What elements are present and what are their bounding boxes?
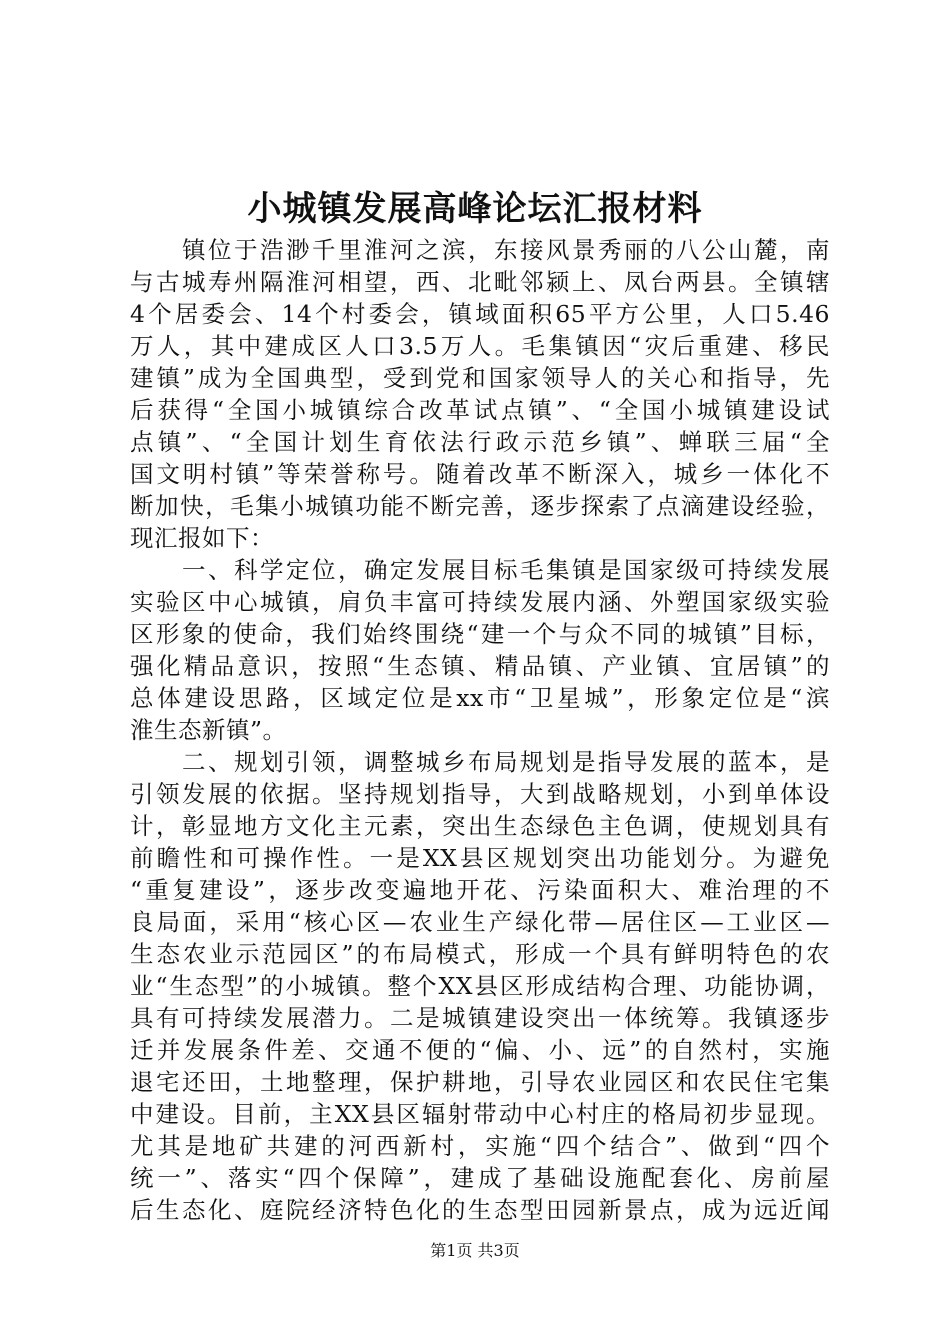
document-body xyxy=(130,234,830,1226)
body-line: 后获得“全国小城镇综合改革试点镇”、“全国小城镇建设试 xyxy=(130,396,830,424)
body-line: 中建设。目前，主XX县区辐射带动中心村庄的格局初步显现。 xyxy=(130,1100,830,1128)
body-line: 建镇”成为全国典型，受到党和国家领导人的关心和指导，先 xyxy=(130,364,830,392)
body-line: 一、科学定位，确定发展目标毛集镇是国家级可持续发展 xyxy=(130,556,830,584)
body-line: 良局面，采用“核心区—农业生产绿化带—居住区—工业区— xyxy=(130,908,830,936)
body-line: “重复建设”，逐步改变遍地开花、污染面积大、难治理的不 xyxy=(130,876,830,904)
body-line: 万人，其中建成区人口3.5万人。毛集镇因“灾后重建、移民 xyxy=(130,332,830,360)
body-line: 点镇”、“全国计划生育依法行政示范乡镇”、蝉联三届“全 xyxy=(130,428,830,456)
body-line: 业“生态型”的小城镇。整个XX县区形成结构合理、功能协调， xyxy=(130,972,830,1000)
body-line: 引领发展的依据。坚持规划指导，大到战略规划，小到单体设 xyxy=(130,780,830,808)
body-line: 具有可持续发展潜力。二是城镇建设突出一体统筹。我镇逐步 xyxy=(130,1004,830,1032)
body-line: 强化精品意识，按照“生态镇、精品镇、产业镇、宜居镇”的 xyxy=(130,652,830,680)
body-line: 计，彰显地方文化主元素，突出生态绿色主色调，使规划具有 xyxy=(130,812,830,840)
body-line: 与古城寿州隔淮河相望，西、北毗邻颍上、凤台两县。全镇辖 xyxy=(130,268,830,296)
body-line: 断加快，毛集小城镇功能不断完善，逐步探索了点滴建设经验， xyxy=(130,492,830,520)
body-line: 4个居委会、14个村委会，镇域面积65平方公里，人口5.46 xyxy=(130,300,830,328)
body-line: 前瞻性和可操作性。一是XX县区规划突出功能划分。为避免 xyxy=(130,844,830,872)
page-footer: 第1页 共3页 xyxy=(430,1241,520,1260)
body-line: 尤其是地矿共建的河西新村，实施“四个结合”、做到“四个 xyxy=(130,1132,830,1160)
body-line: 退宅还田，土地整理，保护耕地，引导农业园区和农民住宅集 xyxy=(130,1068,830,1096)
body-line: 迁并发展条件差、交通不便的“偏、小、远”的自然村，实施 xyxy=(130,1036,830,1064)
body-line: 统一”、落实“四个保障”，建成了基础设施配套化、房前屋 xyxy=(130,1164,830,1192)
body-line: 二、规划引领，调整城乡布局规划是指导发展的蓝本，是 xyxy=(130,748,830,776)
body-line: 后生态化、庭院经济特色化的生态型田园新景点，成为远近闻 xyxy=(130,1196,830,1224)
document-title: 小城镇发展高峰论坛汇报材料 xyxy=(247,189,703,229)
body-line: 区形象的使命，我们始终围绕“建一个与众不同的城镇”目标， xyxy=(130,620,830,648)
body-line: 现汇报如下： xyxy=(130,524,274,552)
body-line: 总体建设思路，区域定位是xx市“卫星城”，形象定位是“滨 xyxy=(130,684,830,712)
body-line: 生态农业示范园区”的布局模式，形成一个具有鲜明特色的农 xyxy=(130,940,830,968)
body-line: 淮生态新镇”。 xyxy=(130,716,287,744)
body-line: 镇位于浩渺千里淮河之滨，东接风景秀丽的八公山麓，南 xyxy=(130,236,830,264)
body-line: 实验区中心城镇，肩负丰富可持续发展内涵、外塑国家级实验 xyxy=(130,588,830,616)
body-line: 国文明村镇”等荣誉称号。随着改革不断深入，城乡一体化不 xyxy=(130,460,830,488)
